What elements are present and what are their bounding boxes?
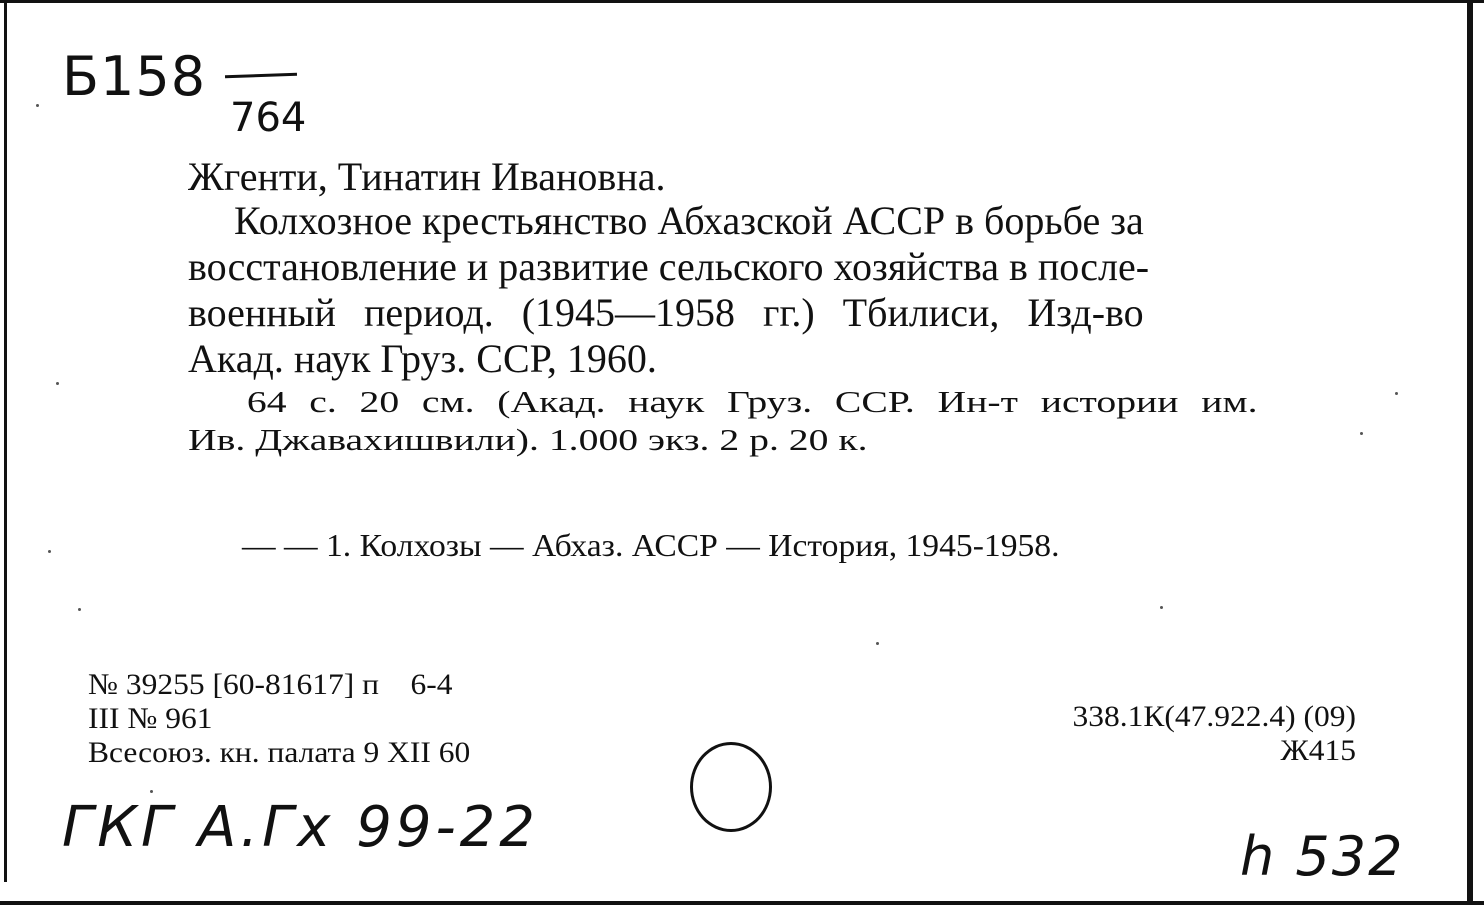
call-number-fraction-line — [225, 73, 297, 79]
classification-code: 338.1К(47.922.4) (09) — [1072, 700, 1356, 733]
card-border-right — [1467, 0, 1473, 902]
card-border-top — [0, 0, 1484, 3]
card-info-block — [88, 668, 470, 770]
title-line-1: Колхозное крестьянство Абхазской АССР в борьбе за — [234, 198, 1144, 243]
handwritten-call-number-denominator: 764 — [230, 95, 307, 141]
subject-heading: — — 1. Колхозы — Абхаз. АССР — История, 1945-1958. — [242, 527, 1060, 563]
scan-speck — [1395, 392, 1398, 395]
title-line-3: военный период. (1945—1958 гг.) Тбилиси, Изд-во — [188, 290, 1144, 335]
card-series-line: III № 961 — [88, 702, 213, 735]
handwritten-number-note: h 532 — [1240, 825, 1405, 888]
scan-speck — [1360, 432, 1363, 435]
classification-block — [1073, 700, 1356, 768]
author-mark: Ж415 — [1280, 734, 1356, 767]
card-number-line: № 39255 [60-81617] п 6-4 — [88, 668, 453, 701]
scan-speck — [36, 104, 39, 107]
scan-speck — [876, 642, 879, 645]
scan-speck — [56, 382, 59, 385]
author-heading: Жгенти, Тинатин Ивановна. — [188, 154, 666, 199]
collation-block — [188, 383, 1359, 459]
collation-line-2: Ив. Джавахишвили). 1.000 экз. 2 р. 20 к. — [188, 422, 868, 457]
scan-speck — [1160, 606, 1163, 609]
card-border-bottom — [0, 901, 1484, 905]
collation-line-1: 64 с. 20 см. (Акад. наук Груз. ССР. Ин-т истории им. — [246, 384, 1258, 419]
title-description — [188, 198, 1353, 382]
punch-hole-circle — [690, 742, 772, 832]
card-border-left — [4, 0, 7, 882]
book-chamber-line: Всесоюз. кн. палата 9 XII 60 — [88, 736, 471, 769]
scan-speck — [78, 608, 81, 611]
handwritten-inventory-note: ГКГ А.Гх 99-22 — [62, 795, 539, 860]
title-line-2: восстановление и развитие сельского хозяйства в после- — [188, 244, 1150, 289]
scan-speck — [48, 550, 51, 553]
scan-speck — [150, 790, 153, 793]
handwritten-call-number: Б158 — [62, 45, 207, 108]
title-line-4: Акад. наук Груз. ССР, 1960. — [188, 336, 657, 381]
